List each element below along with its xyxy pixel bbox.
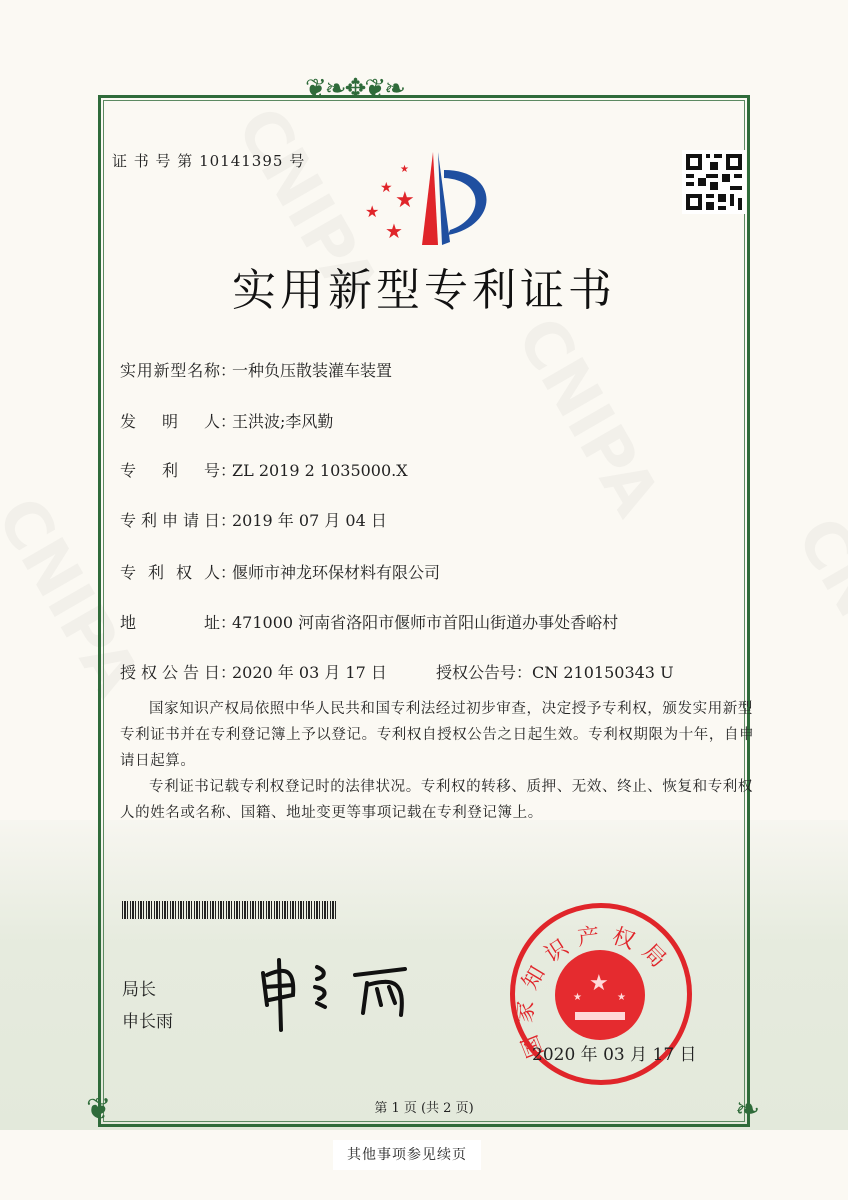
- svg-text:国家知识产权局: 国家知识产权局: [512, 922, 678, 1061]
- field-value: 偃师市神龙环保材料有限公司: [232, 563, 441, 582]
- svg-text:★: ★: [365, 202, 380, 221]
- svg-text:★: ★: [380, 180, 393, 196]
- field-label: 地址: [120, 613, 220, 632]
- qr-code: [682, 150, 746, 214]
- cnipa-logo: [360, 150, 490, 245]
- director-name: 申长雨: [122, 1012, 173, 1032]
- certificate-statement: [120, 696, 760, 826]
- field-label: 发明人: [120, 412, 220, 431]
- svg-text:★: ★: [395, 188, 415, 213]
- svg-text:★: ★: [400, 164, 409, 175]
- svg-text:★: ★: [385, 219, 403, 243]
- field-inventor: 发明人：王洪波;李风勤: [120, 409, 333, 432]
- field-patentee: 专利权人：偃师市神龙环保材料有限公司: [120, 560, 440, 583]
- field-value: 2019 年 07 月 04 日: [232, 511, 387, 530]
- field-announcement-number: 授权公告号：CN 210150343 U: [436, 663, 674, 682]
- field-address: 地址：471000 河南省洛阳市偃师市首阳山街道办事处香峪村: [120, 610, 618, 633]
- field-utility-model-name: 实用新型名称：一种负压散装灌车装置: [120, 358, 392, 381]
- field-value: 一种负压散装灌车装置: [232, 361, 393, 380]
- seal-date: 2020 年 03 月 17 日: [532, 1045, 697, 1065]
- field-label: 授权公告号: [436, 663, 517, 682]
- statement-paragraph: 国家知识产权局依照中华人民共和国专利法经过初步审查，决定授予专利权，颁发实用新型专利证书并在专利登记簿上予以登记。专利权自授权公告之日起生效。专利权期限为十年，自申请日起算。: [120, 701, 755, 769]
- field-label: 专利申请日: [120, 511, 220, 530]
- corner-ornament: ❧: [735, 1092, 761, 1127]
- svg-text:★: ★: [589, 971, 609, 996]
- page-number: 第 1 页 (共 2 页): [374, 1101, 474, 1116]
- field-patent-number: 专利号：ZL 2019 2 1035000.X: [120, 458, 408, 481]
- barcode: [122, 901, 338, 919]
- svg-text:★: ★: [573, 992, 582, 1003]
- svg-text:★: ★: [617, 992, 626, 1003]
- footer-note: 其他事项参见续页: [333, 1140, 481, 1170]
- statement-paragraph: 专利证书记载专利权登记时的法律状况。专利权的转移、质押、无效、终止、恢复和专利权人的姓名或名称、国籍、地址变更等事项记载在专利登记簿上。: [120, 779, 753, 821]
- field-label: 专利号: [120, 461, 220, 480]
- top-ornament: ❦❧✥❦❧: [305, 74, 404, 104]
- page-title: 实用新型专利证书: [232, 265, 616, 316]
- field-value: 2020 年 03 月 17 日: [232, 663, 387, 682]
- field-value: ZL 2019 2 1035000.X: [232, 461, 408, 480]
- field-value: CN 210150343 U: [532, 663, 674, 682]
- corner-ornament: ❦: [86, 1092, 112, 1127]
- field-value: 471000 河南省洛阳市偃师市首阳山街道办事处香峪村: [232, 613, 619, 632]
- field-label: 授权公告日: [120, 663, 220, 682]
- watermark: [782, 505, 848, 728]
- field-label: 实用新型名称: [120, 361, 220, 380]
- director-title: 局长: [122, 980, 156, 1000]
- field-value: 王洪波;李风勤: [232, 412, 334, 431]
- field-label: 专利权人: [120, 563, 220, 582]
- field-announcement-date: 授权公告日：2020 年 03 月 17 日: [120, 660, 387, 683]
- certificate-number: 证 书 号 第 10141395 号: [112, 152, 306, 170]
- field-application-date: 专利申请日：2019 年 07 月 04 日: [120, 508, 387, 531]
- director-signature: [255, 955, 445, 1035]
